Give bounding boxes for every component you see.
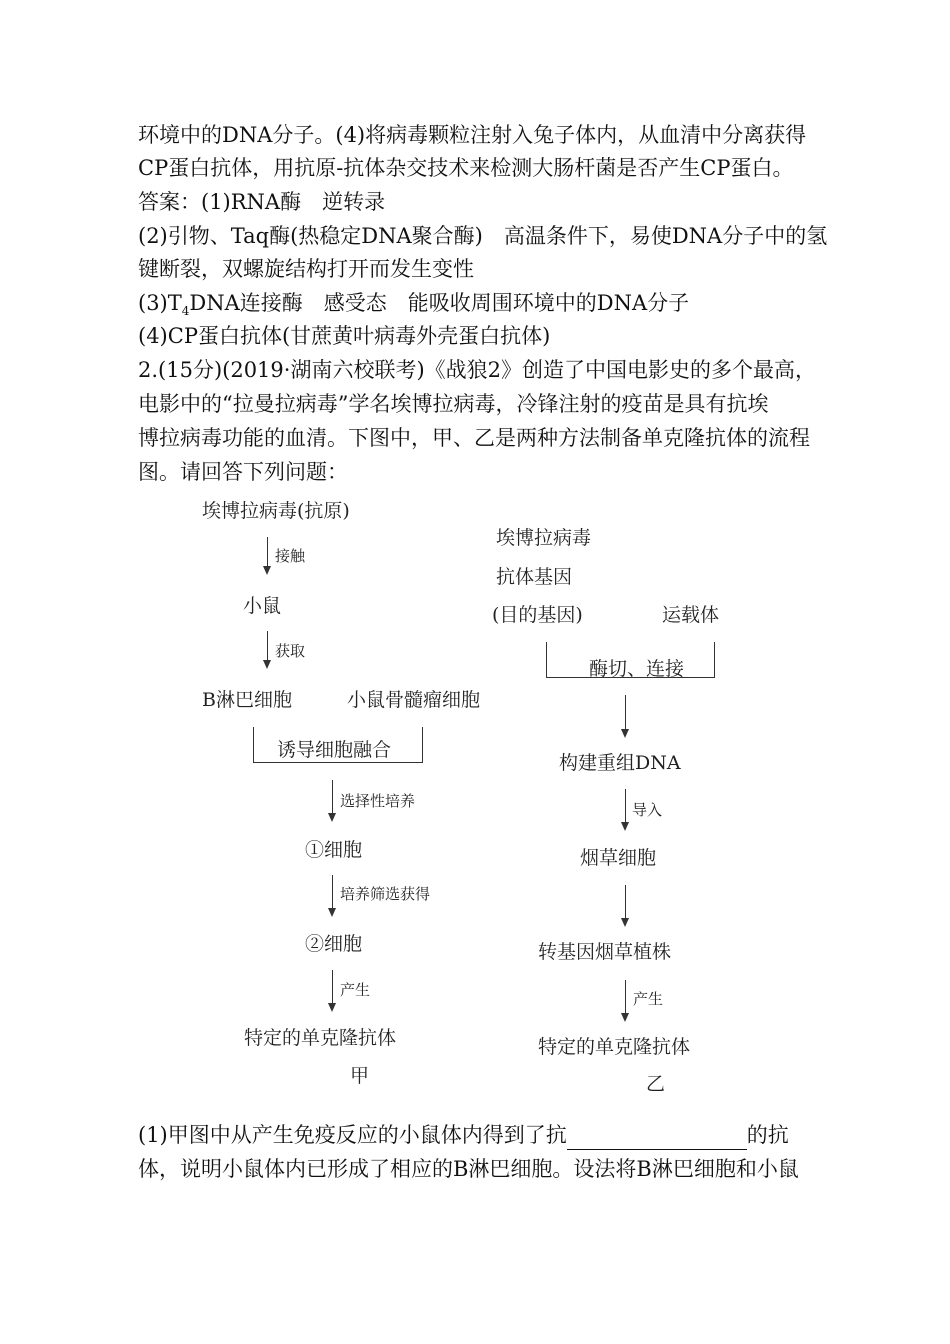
question-2-line-3: 博拉病毒功能的血清。下图中，甲、乙是两种方法制备单克隆抗体的流程 — [138, 426, 810, 450]
question-text-after: 的抗 — [746, 1123, 789, 1147]
yi-gene-line-2: 抗体基因 — [496, 566, 573, 588]
yi-arrow-2-head — [621, 822, 629, 831]
answer3-prefix: (3)T — [138, 291, 182, 315]
yi-arrow-4-head — [621, 1013, 629, 1022]
answer-line-4: (4)CP蛋白抗体(甘蔗黄叶病毒外壳蛋白抗体) — [138, 324, 551, 348]
question-2-line-1: 2.(15分)(2019·湖南六校联考)《战狼2》创造了中国电影史的多个最高， — [138, 358, 817, 382]
answer-line-2: (2)引物、Taq酶(热稳定DNA聚合酶) 高温条件下，易使DNA分子中的氢 — [138, 224, 828, 248]
jia-cell-1: ①细胞 — [305, 839, 363, 861]
yi-label-import: 导入 — [632, 801, 663, 819]
yi-gene-line-1: 埃博拉病毒 — [496, 527, 592, 549]
yi-antibody: 特定的单克隆抗体 — [538, 1036, 691, 1058]
jia-label-select: 选择性培养 — [340, 792, 416, 810]
jia-myeloma: 小鼠骨髓瘤细胞 — [347, 689, 481, 711]
yi-arrow-1 — [625, 695, 626, 730]
jia-arrow-4 — [332, 875, 333, 909]
jia-antigen: 埃博拉病毒(抗原) — [202, 500, 350, 522]
yi-vector: 运载体 — [662, 604, 720, 626]
yi-cut-label: 酶切、连接 — [589, 658, 685, 680]
question-line-2: 体，说明小鼠体内已形成了相应的B淋巴细胞。设法将B淋巴细胞和小鼠 — [138, 1157, 799, 1181]
yi-arrow-4 — [625, 980, 626, 1014]
jia-arrow-2-head — [263, 660, 271, 669]
jia-label-obtain: 获取 — [275, 642, 306, 660]
yi-arrow-3-head — [621, 918, 629, 927]
answer3-sub: 4 — [181, 304, 190, 319]
jia-label-screen: 培养筛选获得 — [340, 885, 431, 903]
jia-arrow-1-head — [263, 566, 271, 575]
jia-arrow-5 — [332, 970, 333, 1004]
jia-arrow-2 — [267, 631, 268, 661]
jia-arrow-5-head — [328, 1003, 336, 1012]
answer-line-1: 答案：(1)RNA酶 逆转录 — [138, 190, 386, 214]
yi-caption: 乙 — [646, 1073, 666, 1095]
jia-label-produce: 产生 — [340, 981, 371, 999]
jia-caption: 甲 — [350, 1065, 370, 1087]
yi-transgenic-plant: 转基因烟草植株 — [538, 941, 672, 963]
question-2-line-4: 图。请回答下列问题： — [138, 460, 348, 484]
question-line-1 — [138, 1120, 789, 1150]
yi-recombinant-dna: 构建重组DNA — [559, 752, 681, 774]
jia-mouse: 小鼠 — [243, 595, 282, 617]
jia-label-contact: 接触 — [275, 547, 306, 565]
yi-tobacco-cell: 烟草细胞 — [580, 847, 657, 869]
question-text-before: (1)甲图中从产生免疫反应的小鼠体内得到了抗 — [138, 1123, 567, 1147]
jia-arrow-1 — [267, 537, 268, 567]
yi-label-produce: 产生 — [633, 990, 664, 1008]
jia-b-cell: B淋巴细胞 — [202, 689, 292, 711]
jia-arrow-4-head — [328, 908, 336, 917]
yi-arrow-2 — [625, 789, 626, 823]
yi-arrow-1-head — [621, 729, 629, 738]
jia-arrow-3-head — [328, 813, 336, 822]
jia-arrow-3 — [332, 780, 333, 814]
jia-cell-2: ②细胞 — [305, 933, 363, 955]
answer-blank[interactable] — [567, 1127, 747, 1150]
question-2-line-2: 电影中的“拉曼拉病毒”学名埃博拉病毒，冷锋注射的疫苗是具有抗埃 — [138, 392, 769, 416]
jia-antibody: 特定的单克隆抗体 — [244, 1027, 397, 1049]
answer-line-2b: 键断裂，双螺旋结构打开而发生变性 — [138, 257, 474, 281]
jia-fusion-label: 诱导细胞融合 — [277, 739, 392, 761]
yi-gene-line-3: (目的基因) — [492, 604, 583, 626]
answer3-rest: DNA连接酶 感受态 能吸收周围环境中的DNA分子 — [189, 291, 690, 315]
text-line-1: 环境中的DNA分子。(4)将病毒颗粒注射入兔子体内，从血清中分离获得 — [138, 123, 807, 147]
text-line-2: CP蛋白抗体，用抗原-抗体杂交技术来检测大肠杆菌是否产生CP蛋白。 — [138, 156, 794, 180]
yi-arrow-3 — [625, 885, 626, 919]
